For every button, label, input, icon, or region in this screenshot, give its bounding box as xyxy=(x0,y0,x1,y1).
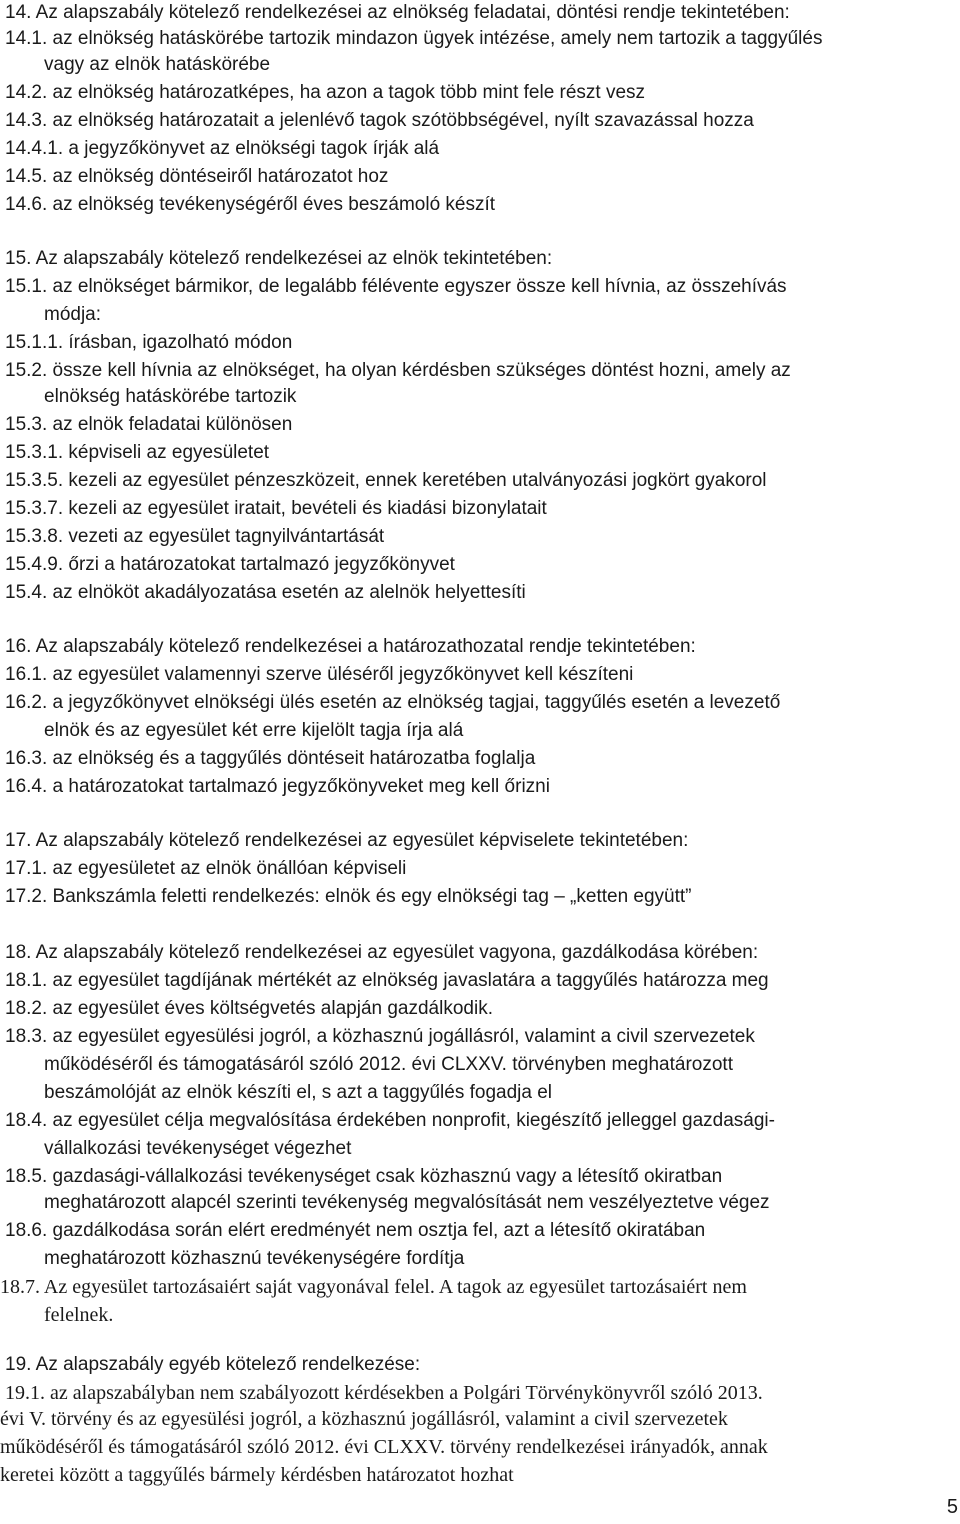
item-18-7-cont: felelnek. xyxy=(44,1304,114,1326)
item-15-3-1: 15.3.1. képviseli az egyesületet xyxy=(5,442,270,463)
item-15-1-cont: módja: xyxy=(44,304,102,325)
item-18-6-cont: meghatározott közhasznú tevékenységére fordítja xyxy=(44,1248,465,1269)
item-16-2: 16.2. a jegyzőkönyvet elnökségi ülés esetén az elnökség tagjai, taggyűlés esetén a levezető xyxy=(5,692,781,713)
item-18-4: 18.4. az egyesület célja megvalósítása érdekében nonprofit, kiegészítő jelleggel gazdasági- xyxy=(5,1110,775,1131)
item-19-1-cont-2: működéséről és támogatásáról szóló 2012. évi CLXXV. törvény rendelkezései irányadók, annak xyxy=(0,1436,768,1458)
section-17-heading: 17. Az alapszabály kötelező rendelkezései az egyesület képviselete tekintetében: xyxy=(5,830,689,851)
item-17-2: 17.2. Bankszámla feletti rendelkezés: elnök és egy elnökségi tag – „ketten együtt” xyxy=(5,886,692,907)
item-14-3: 14.3. az elnökség határozatait a jelenlévő tagok szótöbbségével, nyílt szavazással hozza xyxy=(5,110,754,131)
item-15-2: 15.2. össze kell hívnia az elnökséget, ha olyan kérdésben szükséges döntést hozni, amely az xyxy=(5,360,791,381)
item-18-5: 18.5. gazdasági-vállalkozási tevékenységet csak közhasznú vagy a létesítő okiratban xyxy=(5,1166,723,1187)
item-18-5-cont: meghatározott alapcél szerinti tevékenység megvalósítását nem veszélyeztetve végez xyxy=(44,1192,770,1213)
item-14-1: 14.1. az elnökség hatáskörébe tartozik mindazon ügyek intézése, amely nem tartozik a taggyűlés xyxy=(5,28,823,49)
item-15-3: 15.3. az elnök feladatai különösen xyxy=(5,414,293,435)
section-15-heading: 15. Az alapszabály kötelező rendelkezései az elnök tekintetében: xyxy=(5,248,553,269)
item-18-1: 18.1. az egyesület tagdíjának mértékét az elnökség javaslatára a taggyűlés határozza meg xyxy=(5,970,769,991)
item-18-7: 18.7. Az egyesület tartozásaiért saját vagyonával felel. A tagok az egyesület tartozásaiért nem xyxy=(0,1276,747,1298)
item-18-4-cont: vállalkozási tevékenységet végezhet xyxy=(44,1138,352,1159)
item-18-6: 18.6. gazdálkodása során elért eredményét nem osztja fel, azt a létesítő okiratában xyxy=(5,1220,706,1241)
item-14-4-1: 14.4.1. a jegyzőkönyvet az elnökségi tagok írják alá xyxy=(5,138,440,159)
item-15-1: 15.1. az elnökséget bármikor, de legalább félévente egyszer össze kell hívnia, az összehívás xyxy=(5,276,787,297)
item-19-1: 19.1. az alapszabályban nem szabályozott kérdésekben a Polgári Törvénykönyvről szóló 2013. xyxy=(5,1382,763,1404)
item-14-5: 14.5. az elnökség döntéseiről határozatot hoz xyxy=(5,166,389,187)
item-18-3-cont-1: működéséről és támogatásáról szóló 2012. évi CLXXV. törvényben meghatározott xyxy=(44,1054,733,1075)
section-16-heading: 16. Az alapszabály kötelező rendelkezései a határozathozatal rendje tekintetében: xyxy=(5,636,696,657)
item-16-2-cont: elnök és az egyesület két erre kijelölt tagja írja alá xyxy=(44,720,464,741)
item-15-2-cont: elnökség hatáskörébe tartozik xyxy=(44,386,297,407)
item-17-1: 17.1. az egyesületet az elnök önállóan képviseli xyxy=(5,858,407,879)
section-18-heading: 18. Az alapszabály kötelező rendelkezései az egyesület vagyona, gazdálkodása körében: xyxy=(5,942,759,963)
item-16-3: 16.3. az elnökség és a taggyűlés döntéseit határozatba foglalja xyxy=(5,748,536,769)
item-15-3-7: 15.3.7. kezeli az egyesület iratait, bevételi és kiadási bizonylatait xyxy=(5,498,547,519)
item-14-6: 14.6. az elnökség tevékenységéről éves beszámoló készít xyxy=(5,194,496,215)
item-15-4: 15.4. az elnököt akadályozatása esetén az alelnök helyettesíti xyxy=(5,582,526,603)
page-number: 5 xyxy=(946,1496,958,1518)
item-19-1-cont-1: évi V. törvény és az egyesülési jogról, a közhasznú jogállásról, valamint a civil szervezetek xyxy=(0,1408,728,1430)
item-19-1-cont-3: keretei között a taggyűlés bármely kérdésben határozatot hozhat xyxy=(0,1464,514,1486)
item-15-3-8: 15.3.8. vezeti az egyesület tagnyilvántartását xyxy=(5,526,385,547)
item-18-3-cont-2: beszámolóját az elnök készíti el, s azt a taggyűlés fogadja el xyxy=(44,1082,553,1103)
section-19-heading: 19. Az alapszabály egyéb kötelező rendelkezése: xyxy=(5,1354,421,1375)
item-16-1: 16.1. az egyesület valamennyi szerve üléséről jegyzőkönyvet kell készíteni xyxy=(5,664,634,685)
item-15-1-1: 15.1.1. írásban, igazolható módon xyxy=(5,332,293,353)
item-15-3-5: 15.3.5. kezeli az egyesület pénzeszközeit, ennek keretében utalványozási jogkört gyakorol xyxy=(5,470,767,491)
item-18-2: 18.2. az egyesület éves költségvetés alapján gazdálkodik. xyxy=(5,998,493,1019)
item-15-4-9: 15.4.9. őrzi a határozatokat tartalmazó jegyzőkönyvet xyxy=(5,554,455,575)
item-14-1-cont: vagy az elnök hatáskörébe xyxy=(44,54,271,75)
section-14-heading: 14. Az alapszabály kötelező rendelkezései az elnökség feladatai, döntési rendje tekintetében: xyxy=(5,2,790,23)
item-16-4: 16.4. a határozatokat tartalmazó jegyzőkönyveket meg kell őrizni xyxy=(5,776,550,797)
item-14-2: 14.2. az elnökség határozatképes, ha azon a tagok több mint fele részt vesz xyxy=(5,82,646,103)
item-18-3: 18.3. az egyesület egyesülési jogról, a közhasznú jogállásról, valamint a civil szervezetek xyxy=(5,1026,755,1047)
